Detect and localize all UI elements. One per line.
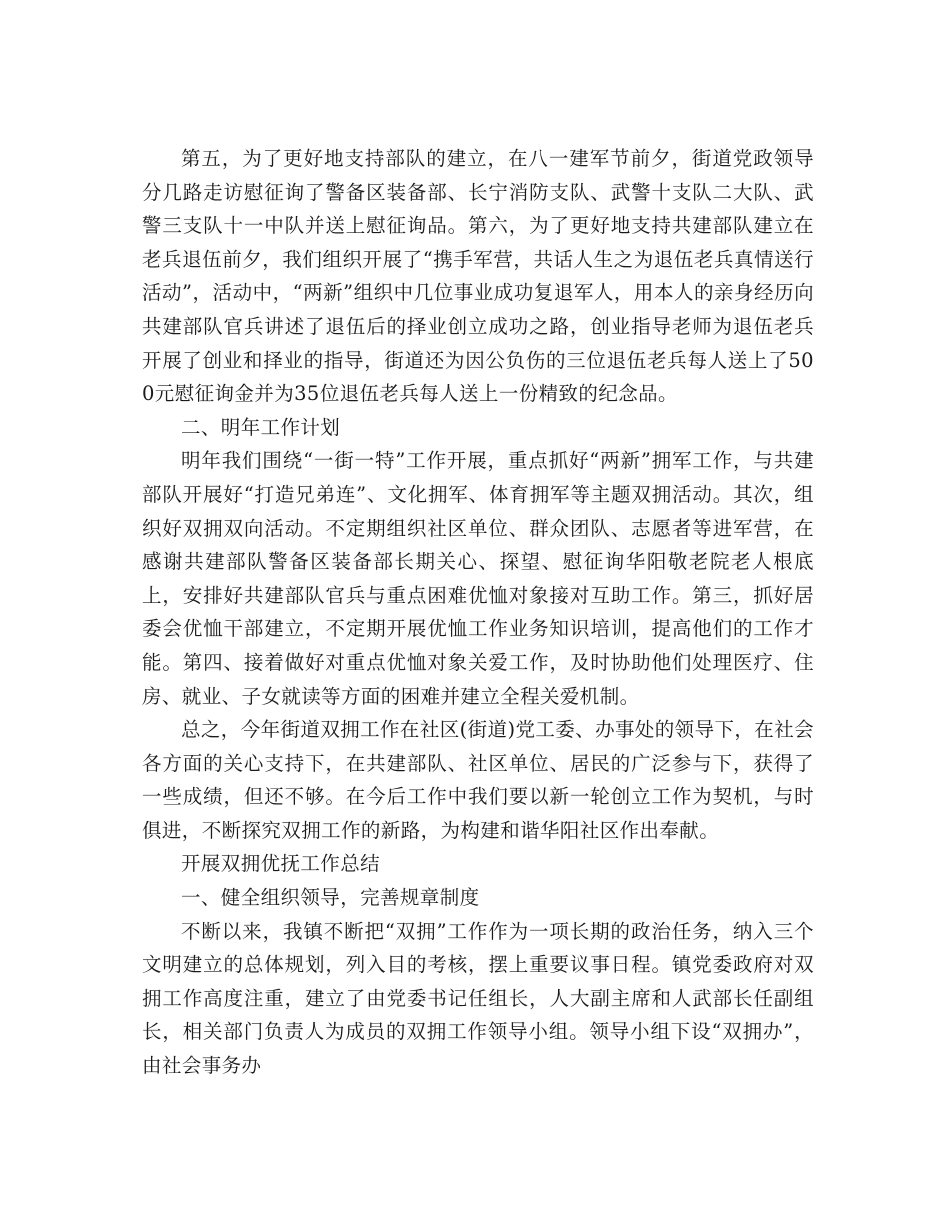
paragraph-next-year-plan: 明年我们围绕“一街一特”工作开展，重点抓好“两新”拥军工作，与共建部队开展好“打造兄弟连”、文化拥军、体育拥军等主题双拥活动。其次，组织好双拥双向活动。不定期组织社区单位、群众团队、志愿者等进军营，在感谢共建部队警备区装备部长期关心、探望、慰征询华阳敬老院老人根底上，安排好共建部队官兵与重点困难优恤对象接对互助工作。第三，抓好居委会优恤干部建立，不定期开展优恤工作业务知识培训，提高他们的工作才能。第四、接着做好对重点优恤对象关爱工作，及时协助他们处理医疗、住房、就业、子女就读等方面的困难并建立全程关爱机制。	[142, 449, 814, 708]
heading-next-year-plan: 二、明年工作计划	[181, 415, 341, 439]
paragraph-army-support-activities: 第五，为了更好地支持部队的建立，在八一建军节前夕，街道党政领导分几路走访慰征询了警备区装备部、长宁消防支队、武警十支队二大队、武警三支队十一中队并送上慰征询品。第六，为了更好地支持共建部队建立在老兵退伍前夕，我们组织开展了“携手军营，共话人生之为退伍老兵真情送行活动”，活动中，“两新”组织中几位事业成功复退军人，用本人的亲身经历向共建部队官兵讲述了退伍后的择业创立成功之路，创业指导老师为退伍老兵开展了创业和择业的指导，街道还为因公负伤的三位退伍老兵每人送上了500元慰征询金并为35位退伍老兵每人送上一份精致的纪念品。	[142, 147, 814, 406]
paragraph-organization-leadership: 不断以来，我镇不断把“双拥”工作作为一项长期的政治任务，纳入三个文明建立的总体规划，列入目的考核，摆上重要议事日程。镇党委政府对双拥工作高度注重，建立了由党委书记任组长，人大副主席和人武部长任副组长，相关部门负责人为成员的双拥工作领导小组。领导小组下设“双拥办”，由社会事务办	[142, 919, 814, 1078]
heading-organization-leadership: 一、健全组织领导，完善规章制度	[181, 886, 480, 910]
document-page	[142, 142, 814, 1083]
paragraph-conclusion: 总之，今年街道双拥工作在社区(街道)党工委、办事处的领导下，在社会各方面的关心支持下，在共建部队、社区单位、居民的广泛参与下，获得了一些成绩，但还不够。在今后工作中我们要以新一轮创立工作为契机，与时俱进，不断探究双拥工作的新路，为构建和谐华阳社区作出奉献。	[142, 718, 814, 842]
section-title-work-summary: 开展双拥优抚工作总结	[181, 852, 381, 876]
